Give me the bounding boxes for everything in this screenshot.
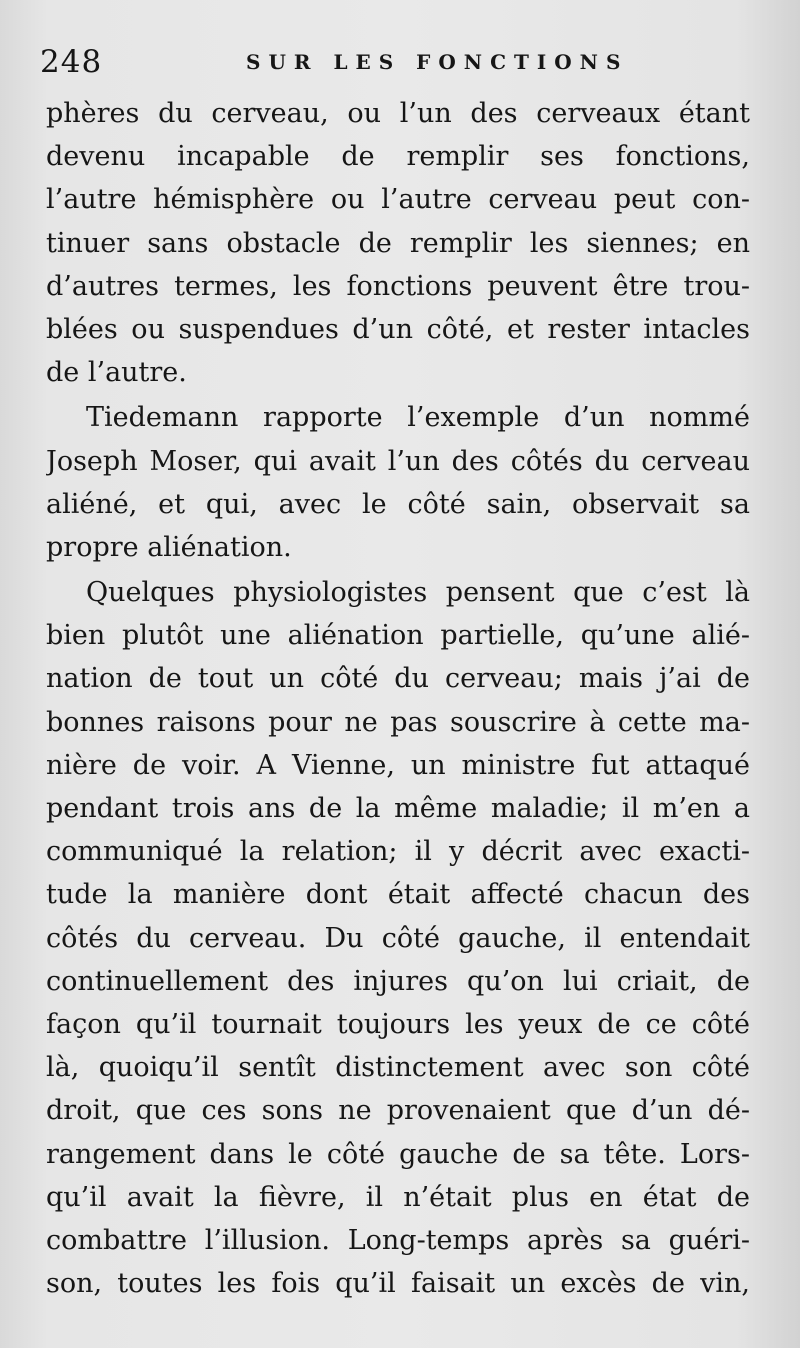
- text-line: Joseph Moser, qui avait l’un des côtés du cerveau: [46, 445, 750, 477]
- text-line: son, toutes les fois qu’il faisait un excès de vin,: [46, 1268, 750, 1300]
- paragraph-1: [46, 92, 750, 394]
- paragraph-3: [46, 571, 750, 1305]
- text-line: côtés du cerveau. Du côté gauche, il entendait: [46, 922, 750, 954]
- text-line: de l’autre.: [46, 357, 187, 389]
- running-head: SUR LES FONCTIONS: [246, 50, 629, 74]
- text-line: droit, que ces sons ne provenaient que d’un dé-: [46, 1095, 750, 1127]
- text-line: bien plutôt une aliénation partielle, qu’une alié-: [46, 620, 750, 652]
- text-line: communiqué la relation; il y décrit avec exacti-: [46, 836, 750, 868]
- text-line: nation de tout un côté du cerveau; mais j’ai de: [46, 663, 750, 695]
- body-text: [46, 92, 750, 1305]
- text-line: qu’il avait la fièvre, il n’était plus en état de: [46, 1181, 750, 1213]
- page-header: [40, 40, 760, 84]
- text-line: blées ou suspendues d’un côté, et rester intacles: [46, 313, 750, 345]
- paragraph-2: [46, 396, 750, 569]
- text-line: pendant trois ans de la même maladie; il m’en a: [46, 793, 750, 824]
- text-line: aliéné, et qui, avec le côté sain, observait sa: [46, 488, 750, 520]
- text-line: l’autre hémisphère ou l’autre cerveau peut con-: [46, 184, 750, 216]
- text-line: tinuer sans obstacle de remplir les siennes; en: [46, 227, 750, 259]
- text-line: façon qu’il tournait toujours les yeux de ce côté: [46, 1008, 750, 1040]
- text-line: combattre l’illusion. Long-temps après sa guéri-: [46, 1224, 750, 1256]
- text-line: phères du cerveau, ou l’un des cerveaux étant: [46, 98, 750, 129]
- text-line: devenu incapable de remplir ses fonctions,: [46, 141, 750, 173]
- page-number: 248: [40, 44, 103, 80]
- text-line: rangement dans le côté gauche de sa tête. Lors-: [46, 1138, 750, 1170]
- text-line: d’autres termes, les fonctions peuvent être trou-: [46, 270, 750, 302]
- text-line: Quelques physiologistes pensent que c’est là: [86, 577, 750, 609]
- text-line: tude la manière dont était affecté chacun des: [46, 879, 750, 911]
- text-line: bonnes raisons pour ne pas souscrire à cette ma-: [46, 706, 750, 738]
- text-line: là, quoiqu’il sentît distinctement avec son côté: [46, 1052, 750, 1084]
- text-line: Tiedemann rapporte l’exemple d’un nommé: [86, 402, 750, 434]
- text-line: propre aliénation.: [46, 531, 292, 563]
- text-line: nière de voir. A Vienne, un ministre fut attaqué: [46, 749, 750, 781]
- text-line: continuellement des injures qu’on lui criait, de: [46, 965, 750, 997]
